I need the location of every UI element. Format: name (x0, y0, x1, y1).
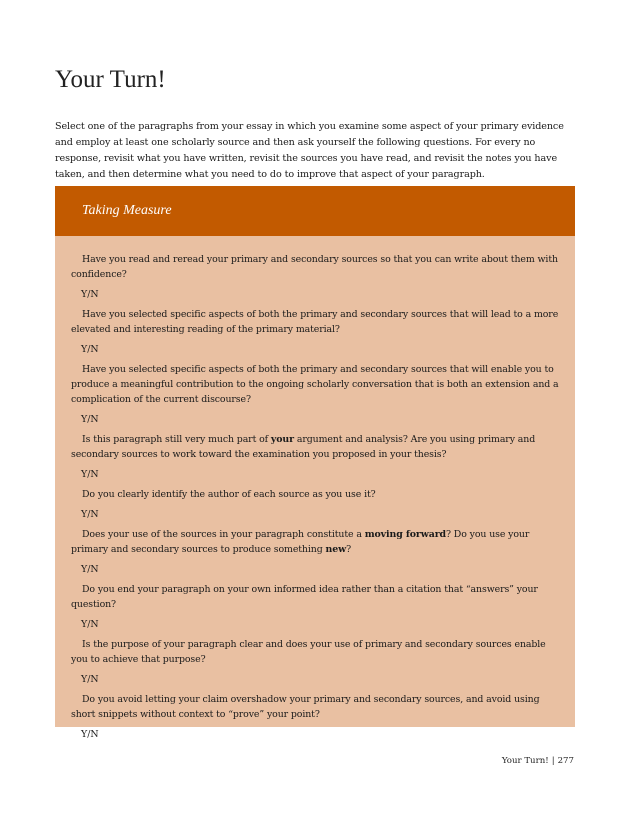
question-span: Have you selected specific aspects of both the primary and secondary sources that will enable you to produce a meaningful contribution to the ongoing scholarly conversation that is both an extension and a complication of the current discourse? (71, 364, 559, 405)
taking-measure-header (55, 186, 575, 236)
answer-yes-no: Y/N (81, 289, 99, 300)
answer-yes-no: Y/N (81, 414, 99, 425)
answer-yes-no: Y/N (81, 469, 99, 480)
question-text (71, 527, 559, 557)
question-span: Do you clearly identify the author of each source as you use it? (82, 489, 376, 500)
answer-yes-no: Y/N (81, 509, 99, 520)
question-text (71, 582, 559, 612)
question-span: Is the purpose of your paragraph clear and does your use of primary and secondary sources enable you to achieve that purpose? (71, 639, 546, 665)
question-text (71, 692, 559, 722)
question-span: argument and analysis? Are you using primary and secondary sources to work toward the examination you proposed in your thesis? (71, 434, 536, 460)
question-text (71, 362, 559, 407)
question-span: Does your use of the sources in your paragraph constitute a (82, 529, 365, 540)
footer-separator: | (551, 756, 555, 766)
answer-yes-no: Y/N (81, 564, 99, 575)
taking-measure-title: Taking Measure (82, 203, 172, 218)
answer-yes-no: Y/N (81, 729, 99, 740)
answer-yes-no: Y/N (81, 344, 99, 355)
taking-measure-box (55, 186, 575, 740)
question-span: Have you read and reread your primary and secondary sources so that you can write about them with confidence? (71, 254, 558, 280)
question-text (71, 637, 559, 667)
question-list (55, 236, 575, 742)
question-span: ? Do you use your primary and secondary sources to produce something (71, 529, 530, 555)
answer-yes-no: Y/N (81, 619, 99, 630)
question-text (71, 307, 559, 337)
question-text (71, 432, 559, 462)
answer-yes-no: Y/N (81, 674, 99, 685)
question-emphasis: new (325, 544, 347, 555)
intro-paragraph: Select one of the paragraphs from your essay in which you examine some aspect of your primary evidence and employ at least one scholarly source and then ask yourself the following questions. For every no response, revisit what you have written, revisit the sources you have read, and revisit the notes you have taken, and then determine what you need to do to improve that aspect of your paragraph. (55, 121, 564, 180)
page-number: 277 (557, 756, 574, 766)
question-span: Is this paragraph still very much part of (82, 434, 271, 445)
question-emphasis: your (270, 434, 294, 445)
question-emphasis: moving forward (364, 529, 446, 540)
question-span: Do you avoid letting your claim overshadow your primary and secondary sources, and avoid using short snippets without context to “prove” your point? (71, 694, 540, 720)
question-span: Do you end your paragraph on your own informed idea rather than a citation that “answers” your question? (71, 584, 538, 610)
question-span: Have you selected specific aspects of both the primary and secondary sources that will lead to a more elevated and interesting reading of the primary material? (71, 309, 559, 335)
question-text (71, 252, 559, 282)
page-title: Your Turn! (55, 66, 166, 93)
question-text (71, 487, 559, 502)
question-span: ? (346, 544, 351, 555)
footer-section: Your Turn! (501, 756, 549, 766)
page-footer (502, 756, 574, 766)
